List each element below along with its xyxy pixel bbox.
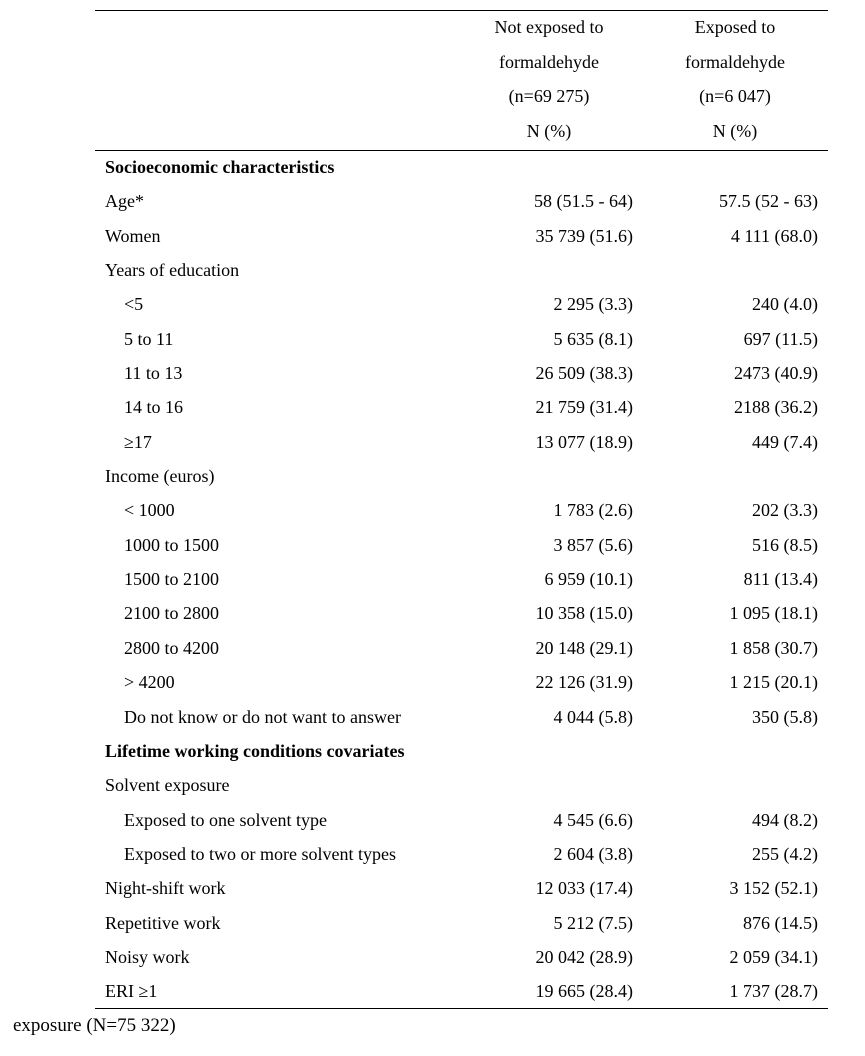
row-label: ≥17	[124, 431, 152, 452]
cell-exposed: 811 (13.4)	[743, 569, 818, 590]
row-label: <5	[124, 294, 144, 315]
row-label: Age*	[105, 191, 144, 212]
cell-not-exposed: 2 604 (3.8)	[553, 843, 633, 864]
cell-not-exposed: 12 033 (17.4)	[535, 878, 633, 899]
table-row	[95, 596, 828, 630]
cell-not-exposed: 10 358 (15.0)	[535, 603, 633, 624]
cell-not-exposed: 5 212 (7.5)	[553, 912, 633, 933]
row-label: Socioeconomic characteristics	[105, 157, 335, 177]
cell-exposed: 3 152 (52.1)	[729, 878, 818, 899]
cell-exposed: 240 (4.0)	[752, 294, 818, 315]
row-label: Do not know or do not want to answer	[124, 706, 401, 727]
row-label: ERI ≥1	[105, 981, 158, 1002]
table-row	[95, 219, 828, 253]
table-row	[95, 493, 828, 527]
table-row	[95, 871, 828, 905]
row-label: 11 to 13	[124, 363, 183, 384]
header-exposed-line: N (%)	[712, 120, 758, 141]
table-row	[95, 562, 828, 596]
cell-exposed: 1 737 (28.7)	[729, 981, 818, 1002]
cell-exposed: 697 (11.5)	[743, 328, 818, 349]
table-row	[95, 459, 828, 493]
row-label: Repetitive work	[105, 912, 221, 933]
row-label: 1500 to 2100	[124, 569, 220, 590]
section-heading-row	[95, 734, 828, 768]
section-heading-row	[95, 150, 828, 184]
header-not-exposed-line: formaldehyde	[499, 51, 599, 72]
cell-exposed: 1 215 (20.1)	[729, 672, 818, 693]
cell-not-exposed: 26 509 (38.3)	[535, 363, 633, 384]
cell-exposed: 4 111 (68.0)	[730, 225, 818, 246]
row-label: 2100 to 2800	[124, 603, 220, 624]
table-row	[95, 940, 828, 974]
table-row	[95, 184, 828, 218]
cell-not-exposed: 4 044 (5.8)	[553, 706, 633, 727]
table-row	[95, 700, 828, 734]
cell-exposed: 255 (4.2)	[752, 843, 818, 864]
table-row	[95, 253, 828, 287]
row-label: Noisy work	[105, 946, 190, 967]
header-not-exposed	[458, 10, 640, 148]
cell-not-exposed: 4 545 (6.6)	[553, 809, 633, 830]
row-label: Women	[105, 225, 161, 246]
table-row	[95, 665, 828, 699]
table-row	[95, 322, 828, 356]
table-bottom-rule	[95, 1008, 828, 1009]
cell-exposed: 2473 (40.9)	[734, 363, 818, 384]
header-not-exposed-line: Not exposed to	[494, 17, 604, 37]
cell-exposed: 202 (3.3)	[752, 500, 818, 521]
cell-exposed: 1 095 (18.1)	[729, 603, 818, 624]
cell-not-exposed: 22 126 (31.9)	[535, 672, 633, 693]
cell-exposed: 449 (7.4)	[752, 431, 818, 452]
row-label: > 4200	[124, 672, 175, 693]
cell-not-exposed: 21 759 (31.4)	[535, 397, 633, 418]
header-exposed-line: formaldehyde	[685, 51, 785, 72]
row-label: Lifetime working conditions covariates	[105, 740, 405, 761]
table-row	[95, 356, 828, 390]
cell-not-exposed: 13 077 (18.9)	[535, 431, 633, 452]
cell-exposed: 2 059 (34.1)	[729, 946, 818, 967]
table-row	[95, 803, 828, 837]
table-row	[95, 528, 828, 562]
cell-not-exposed: 2 295 (3.3)	[553, 294, 633, 315]
header-not-exposed-line: (n=69 275)	[508, 86, 590, 106]
cell-not-exposed: 20 042 (28.9)	[535, 946, 633, 967]
cell-not-exposed: 3 857 (5.6)	[553, 534, 633, 555]
row-label: Years of education	[105, 260, 240, 281]
header-not-exposed-line: N (%)	[526, 120, 572, 141]
table-row	[95, 425, 828, 459]
row-label: 1000 to 1500	[124, 534, 220, 555]
table-row	[95, 287, 828, 321]
table-row	[95, 631, 828, 665]
table-row	[95, 837, 828, 871]
row-label: Night-shift work	[105, 878, 226, 899]
cell-exposed: 1 858 (30.7)	[729, 637, 818, 658]
cell-not-exposed: 19 665 (28.4)	[535, 981, 633, 1002]
table-caption: exposure (N=75 322)	[13, 1015, 176, 1036]
row-label: Exposed to one solvent type	[124, 809, 327, 830]
cell-not-exposed: 20 148 (29.1)	[535, 637, 633, 658]
cell-exposed: 2188 (36.2)	[734, 397, 818, 418]
table-body	[95, 150, 828, 1009]
cell-exposed: 494 (8.2)	[752, 809, 818, 830]
row-label: Solvent exposure	[105, 775, 230, 796]
header-exposed	[645, 10, 825, 148]
header-exposed-line: (n=6 047)	[699, 86, 771, 106]
row-label: 5 to 11	[124, 328, 174, 349]
cell-not-exposed: 58 (51.5 - 64)	[534, 191, 633, 212]
row-label: Exposed to two or more solvent types	[124, 843, 396, 864]
table-row	[95, 974, 828, 1008]
row-label: 14 to 16	[124, 397, 184, 418]
cell-exposed: 350 (5.8)	[752, 706, 818, 727]
row-label: < 1000	[124, 500, 175, 521]
cell-not-exposed: 5 635 (8.1)	[553, 328, 633, 349]
table-row	[95, 906, 828, 940]
row-label: Income (euros)	[105, 466, 215, 487]
header-exposed-line: Exposed to	[694, 17, 776, 37]
cell-not-exposed: 6 959 (10.1)	[544, 569, 633, 590]
table-row	[95, 768, 828, 802]
row-label: 2800 to 4200	[124, 637, 220, 658]
table-row	[95, 390, 828, 424]
cell-exposed: 57.5 (52 - 63)	[719, 191, 818, 212]
cell-not-exposed: 35 739 (51.6)	[535, 225, 633, 246]
cell-exposed: 516 (8.5)	[752, 534, 818, 555]
cell-exposed: 876 (14.5)	[743, 912, 818, 933]
cell-not-exposed: 1 783 (2.6)	[553, 500, 633, 521]
